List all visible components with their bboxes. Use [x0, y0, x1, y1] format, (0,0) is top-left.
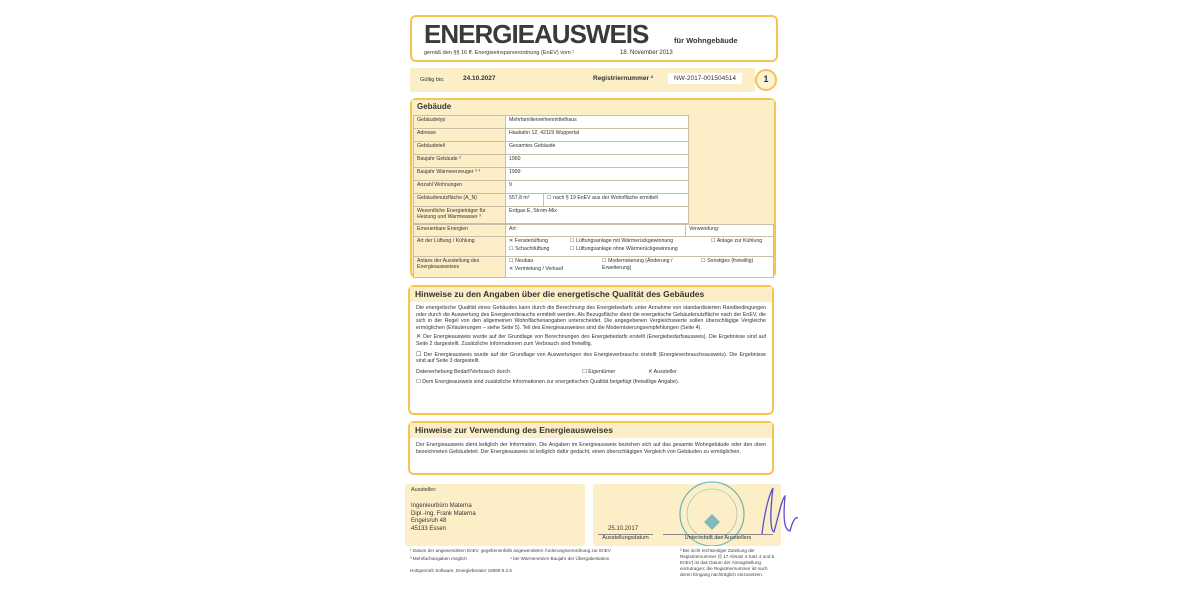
- checkbox-additional-info[interactable]: ☐ Dem Energieausweis sind zusätzliche Informationen zur energetischen Qualität beigefügt (freiwillige Angabe).: [416, 378, 680, 385]
- issuer-line: 45133 Essen: [411, 525, 447, 532]
- footnote-2: ² Bei nicht rechtzeitiger Zuteilung der Registriernummer (§ 17 Absatz 4 Satz 4 und 5 EnEV) ist das Datum der Antragstellung einzutragen; die Registriernummer ist nach deren Eingang nachträglich einzusetzen.: [680, 548, 775, 577]
- checkbox-owner[interactable]: ☐ Eigentümer: [582, 368, 616, 375]
- row-label: Gebäudenutzfläche (A_N): [414, 194, 506, 207]
- quality-notes-heading: Hinweise zu den Angaben über die energetische Qualität des Gebäudes: [410, 287, 772, 302]
- usage-text: Der Energieausweis dient lediglich der Information. Die Angaben im Energieausweis beziehen sich auf das gesamte Wohngebäude oder den oben bezeichneten Gebäudeteil. Der Energieausweis ist lediglich dafür gedacht, einen überschlägigen Vergleich von Gebäuden zu ermöglichen.: [416, 442, 766, 455]
- row-label: Wesentliche Energieträger für Heizung und Warmwasser ³: [414, 207, 506, 224]
- row-value: 1960: [506, 155, 689, 168]
- checkbox-window-ventilation[interactable]: ✕ Fensterlüftung: [509, 238, 548, 244]
- title-box: [410, 15, 778, 62]
- checkbox-vent-no-heat-recovery[interactable]: ☐ Lüftungsanlage ohne Wärmerückgewinnung: [570, 246, 678, 252]
- valid-until-date: 24.10.2027: [463, 75, 496, 82]
- row-value: Art:: [506, 225, 686, 237]
- software-note: Hottgenroth Software, Energieberater 18599 8.2.6: [410, 568, 512, 573]
- issuer-box: [405, 484, 585, 546]
- checkbox-modernisation[interactable]: ☐ Modernisierung (Änderung / Erweiterung): [602, 258, 673, 271]
- option-demand-certificate[interactable]: ✕ Der Energieausweis wurde auf der Grundlage von Berechnungen des Energiebedarfs erstellt (Energiebedarfsausweis). Die Ergebnisse sind auf Seite 2 dargestellt. Zusätzliche Informationen zum Verbrauch sind freiwillig.: [416, 334, 766, 347]
- footnotes: [410, 548, 780, 588]
- issuer-line: Engelsruh 48: [411, 518, 447, 524]
- row-label: Adresse: [414, 129, 506, 142]
- row-label: Baujahr Gebäude ³: [414, 155, 506, 168]
- row-label: Gebäudetyp: [414, 116, 506, 129]
- area-method-checkbox[interactable]: ☐ nach § 19 EnEV aus der Wohnfläche ermittelt: [544, 194, 689, 207]
- document-title: ENERGIEAUSWEIS: [424, 19, 649, 49]
- checkbox-rental-sale[interactable]: ✕ Vermietung / Verkauf: [509, 266, 563, 272]
- row-value: 1999: [506, 168, 689, 181]
- row-value: 9: [506, 181, 689, 194]
- checkbox-cooling[interactable]: ☐ Anlage zur Kühlung: [711, 238, 763, 244]
- legal-basis: gemäß den §§ 16 ff. Energieeinsparverordnung (EnEV) vom ¹: [424, 50, 575, 56]
- usage-heading: Hinweise zur Verwendung des Energieausweises: [410, 423, 772, 438]
- document-subtitle: für Wohngebäude: [674, 36, 738, 45]
- row-label: Anzahl Wohnungen: [414, 181, 506, 194]
- row-value: Gesamtes Gebäude: [506, 142, 689, 155]
- checkbox-shaft-ventilation[interactable]: ☐ Schachtlüftung: [509, 246, 550, 252]
- footnote-4: ⁴ bei Wärmenetzen Baujahr der Übergabestation: [510, 556, 610, 561]
- page-number: 1: [755, 69, 777, 91]
- row-value: Verwendung:: [686, 225, 774, 237]
- enev-date: 18. November 2013: [620, 50, 673, 56]
- row-value: Mehrfamilienreihenmittelhaus: [506, 116, 689, 129]
- occasion-label: Anlass der Ausstellung des Energieausweises: [414, 257, 506, 278]
- row-label: Erneuerbare Energien: [414, 225, 506, 237]
- row-value: 557,8 m²: [506, 194, 544, 207]
- registration-number: NW-2017-001504514: [668, 73, 742, 84]
- signature-label: Unterschrift des Ausstellers: [663, 534, 773, 541]
- footnote-3: ³ Mehrfachangaben möglich: [410, 556, 467, 561]
- lower-table: [413, 224, 774, 278]
- quality-notes-section: [408, 285, 774, 415]
- valid-until-label: Gültig bis:: [420, 77, 445, 83]
- issue-date-label: Ausstellungsdatum: [598, 534, 653, 541]
- building-section: [410, 98, 776, 278]
- building-table: [413, 115, 689, 224]
- row-label: Gebäudeteil: [414, 142, 506, 155]
- usage-notes-section: [408, 421, 774, 475]
- data-collection-row: [410, 369, 772, 377]
- issuer-line: Ingenieurbüro Materna: [411, 503, 472, 509]
- checkbox-issuer[interactable]: ✕ Aussteller: [648, 368, 677, 375]
- registration-label: Registriernummer ²: [593, 75, 653, 82]
- issue-date: 25.10.2017: [608, 526, 639, 532]
- validity-row: [410, 68, 755, 92]
- data-collection-label: Datenerhebung Bedarf/Verbrauch durch: [416, 368, 510, 375]
- footnote-1: ¹ Datum der angewendeten EnEV, gegebenenfalls angewendeten Änderungsverordnung zur EnEV: [410, 548, 611, 553]
- checkbox-new-building[interactable]: ☐ Neubau: [509, 258, 534, 264]
- row-value: Erdgas E, Strom-Mix: [506, 207, 689, 224]
- ventilation-label: Art der Lüftung / Kühlung: [414, 237, 506, 257]
- option-consumption-certificate[interactable]: ☐ Der Energieausweis wurde auf der Grundlage von Auswertungen des Energieverbrauchs erstellt (Energieverbrauchsausweis). Die Ergebnisse sind auf Seite 3 dargestellt.: [416, 351, 767, 365]
- row-label: Baujahr Wärmeerzeuger ³ ⁴: [414, 168, 506, 181]
- quality-intro: Die energetische Qualität eines Gebäudes kann durch die Berechnung des Energiebedarfs unter Annahme von standardisierten Randbedingungen oder durch die Auswertung des Energieverbrauchs ermittelt werden. Als Bezugsfläche dient die energetische Gebäudenutzfläche nach der EnEV, die sich in der Regel von den allgemeinen Wohnflächenangaben unterscheidet. Die angegebenen Vergleichswerte sollen überschlägige Vergleiche ermöglichen (Erläuterungen – siehe Seite 5). Teil des Energieausweises sind die Modernisierungsempfehlungen (Seite 4).: [416, 305, 766, 331]
- issuer-label: Aussteller:: [411, 487, 437, 493]
- area-method-label: nach § 19 EnEV aus der Wohnfläche ermittelt: [553, 195, 658, 201]
- checkbox-other[interactable]: ☐ Sonstiges (freiwillig): [701, 258, 754, 264]
- issuer-line: Dipl.-Ing. Frank Materna: [411, 510, 476, 517]
- checkbox-vent-heat-recovery[interactable]: ☐ Lüftungsanlage mit Wärmerückgewinnung: [570, 238, 673, 244]
- building-heading: Gebäude: [412, 100, 774, 115]
- row-value: Haubahn 12, 42119 Wuppertal: [506, 129, 689, 142]
